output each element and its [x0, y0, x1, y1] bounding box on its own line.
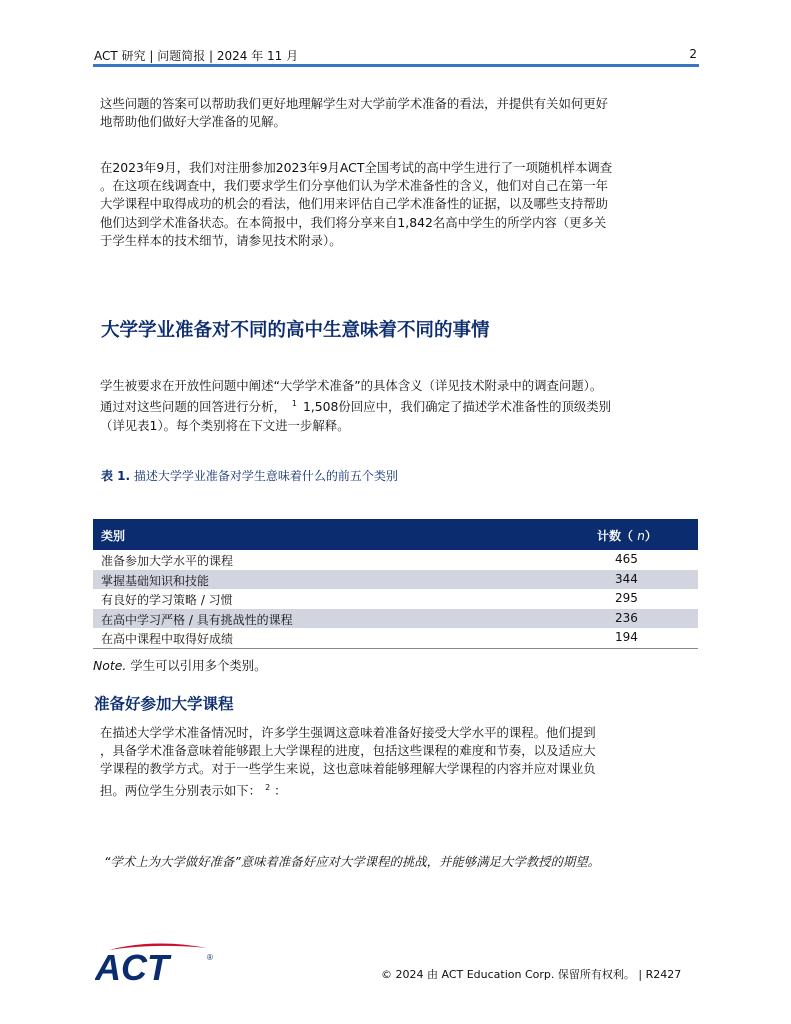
- count-cell: 194: [615, 630, 638, 644]
- category-cell: 在高中学习严格 / 具有挑战性的课程: [101, 612, 293, 627]
- survey-paragraph: [100, 159, 700, 250]
- table-row: [93, 589, 698, 609]
- note-text: 学生可以引用多个类别。: [130, 658, 267, 673]
- table-note: [93, 656, 267, 674]
- footnote-ref[interactable]: 1: [291, 399, 297, 409]
- category-cell: 有良好的学习策略 / 习惯: [101, 593, 233, 607]
- text-line: 。在这项在线调查中，我们要求学生们分享他们认为学术准备性的含义，他们对自己在第一年: [100, 178, 609, 194]
- categories-table: [93, 519, 698, 649]
- table-row: [93, 609, 698, 629]
- text-line: 于学生样本的技术细节，请参见技术附录）。: [100, 232, 342, 248]
- text-fragment: 通过对这些问题的回答进行分析，: [100, 399, 286, 415]
- table-caption-number: 表 1.: [101, 469, 131, 483]
- registered-mark: ®: [207, 953, 213, 962]
- section-heading: 大学学业准备对不同的高中生意味着不同的事情: [101, 320, 490, 341]
- count-variable: n: [637, 529, 645, 543]
- table-bottom-rule: [93, 648, 698, 649]
- header-rule: [93, 64, 699, 67]
- table-row: [93, 550, 698, 570]
- text-fragment: 1,508份回应中，我们确定了描述学术准备性的顶级类别: [302, 399, 612, 415]
- column-header-category: 类别: [101, 529, 126, 543]
- student-quote: “学术上为大学做好准备”意味着准备好应对大学课程的挑战，并能够满足大学教授的期望。: [104, 854, 601, 869]
- logo-text: ACT: [95, 947, 169, 982]
- count-cell: 236: [615, 610, 638, 625]
- running-title: ACT 研究 | 问题简报 | 2024 年 11 月: [94, 49, 299, 63]
- table-caption: [101, 467, 398, 484]
- text-line: 在描述大学学术准备情况时，许多学生强调这意味着准备好接受大学水平的课程。他们提到: [100, 725, 596, 740]
- text-line: 在2023年9月，我们对注册参加2023年9月ACT全国考试的高中学生进行了一项随机样本调查: [100, 160, 613, 175]
- footnote-ref[interactable]: 2: [265, 782, 271, 792]
- text-line: 学生被要求在开放性问题中阐述“大学学术准备”的具体含义（详见技术附录中的调查问题）。: [100, 378, 603, 393]
- intro-paragraph: [100, 95, 700, 131]
- table-header-row: [93, 519, 698, 550]
- table-caption-title: 描述大学学业准备对学生意味着什么的前五个类别: [133, 469, 398, 483]
- copyright-notice: © 2024 由 ACT Education Corp. 保留所有权利。 | R2427: [381, 968, 682, 981]
- act-logo: [95, 940, 217, 986]
- table-row: [93, 628, 698, 648]
- note-label: Note.: [93, 658, 127, 673]
- text-line: （详见表1）。每个类别将在下文进一步解释。: [100, 417, 350, 433]
- text-line: 这些问题的答案可以帮助我们更好地理解学生对大学前学术准备的看法，并提供有关如何更好: [100, 96, 609, 111]
- text-line: 大学课程中取得成功的机会的看法，他们用来评估自己学术准备性的证据，以及哪些支持帮助: [100, 196, 609, 212]
- page-number: 2: [689, 47, 697, 61]
- count-cell: 344: [615, 571, 638, 586]
- category-cell: 准备参加大学水平的课程: [101, 554, 234, 568]
- category-cell: 掌握基础知识和技能: [101, 573, 210, 588]
- column-header-count: [597, 527, 657, 544]
- text-line: [100, 779, 700, 800]
- category-cell: 在高中课程中取得好成绩: [101, 632, 234, 646]
- text-line: 他们达到学术准备状态。在本简报中，我们将分享来自1,842名高中学生的所学内容（更多关: [100, 214, 607, 230]
- subsection-heading: 准备好参加大学课程: [94, 695, 234, 713]
- text-line: ，具备学术准备意味着能够跟上大学课程的进度，包括这些课程的难度和节奏，以及适应大: [100, 743, 596, 759]
- college-courses-paragraph: [100, 724, 700, 800]
- count-close: ）: [644, 529, 657, 543]
- text-line: [100, 395, 700, 416]
- text-line: 学课程的教学方式。对于一些学生来说，这也意味着能够理解大学课程的内容并应对课业负: [100, 761, 596, 777]
- table-row: [93, 570, 698, 590]
- count-label: 计数（: [597, 529, 634, 543]
- text-line: 地帮助他们做好大学准备的见解。: [100, 114, 286, 130]
- count-cell: 295: [615, 591, 638, 605]
- count-cell: 465: [615, 552, 638, 566]
- text-fragment: 担。两位学生分别表示如下：: [100, 782, 262, 798]
- text-fragment: ：: [274, 782, 287, 798]
- act-logo-mark: [95, 940, 217, 982]
- categories-paragraph: [100, 377, 700, 435]
